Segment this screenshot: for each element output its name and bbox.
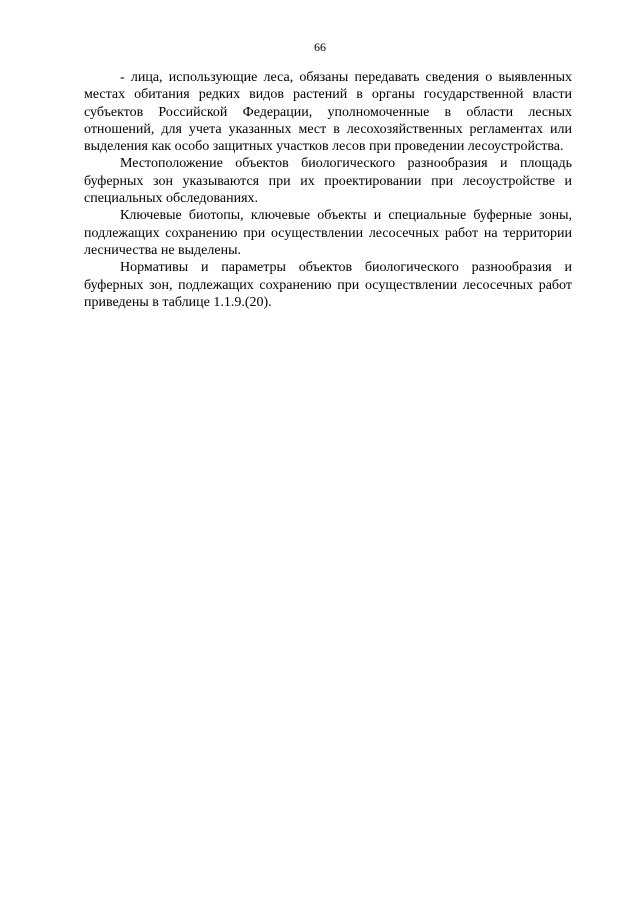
paragraph-norms-reference: Нормативы и параметры объектов биологического разнообразия и буферных зон, подлежащих сохранению при осуществлении лесосечных работ приведены в таблице 1.1.9.(20). bbox=[84, 260, 572, 310]
paragraph-biodiversity-location: Местоположение объектов биологического разнообразия и площадь буферных зон указываются при их проектировании при лесоустройстве и специальных обследованиях. bbox=[84, 156, 572, 207]
paragraph-key-biotopes: Ключевые биотопы, ключевые объекты и специальные буферные зоны, подлежащих сохранению при осуществлении лесосечных работ на территории лесничества не выделены. bbox=[84, 208, 572, 258]
paragraph-rare-plant-reporting: - лица, использующие леса, обязаны передавать сведения о выявленных местах обитания редких видов растений в органы государственной власти субъектов Российской Федерации, уполномоченные в области лесных отношений, для учета указанных мест в лесохозяйственных регламентах или выделения как особо защитных участков лесов при проведении лесоустройства. bbox=[84, 70, 572, 155]
body-text bbox=[84, 69, 572, 311]
page-number: 66 bbox=[314, 40, 326, 54]
